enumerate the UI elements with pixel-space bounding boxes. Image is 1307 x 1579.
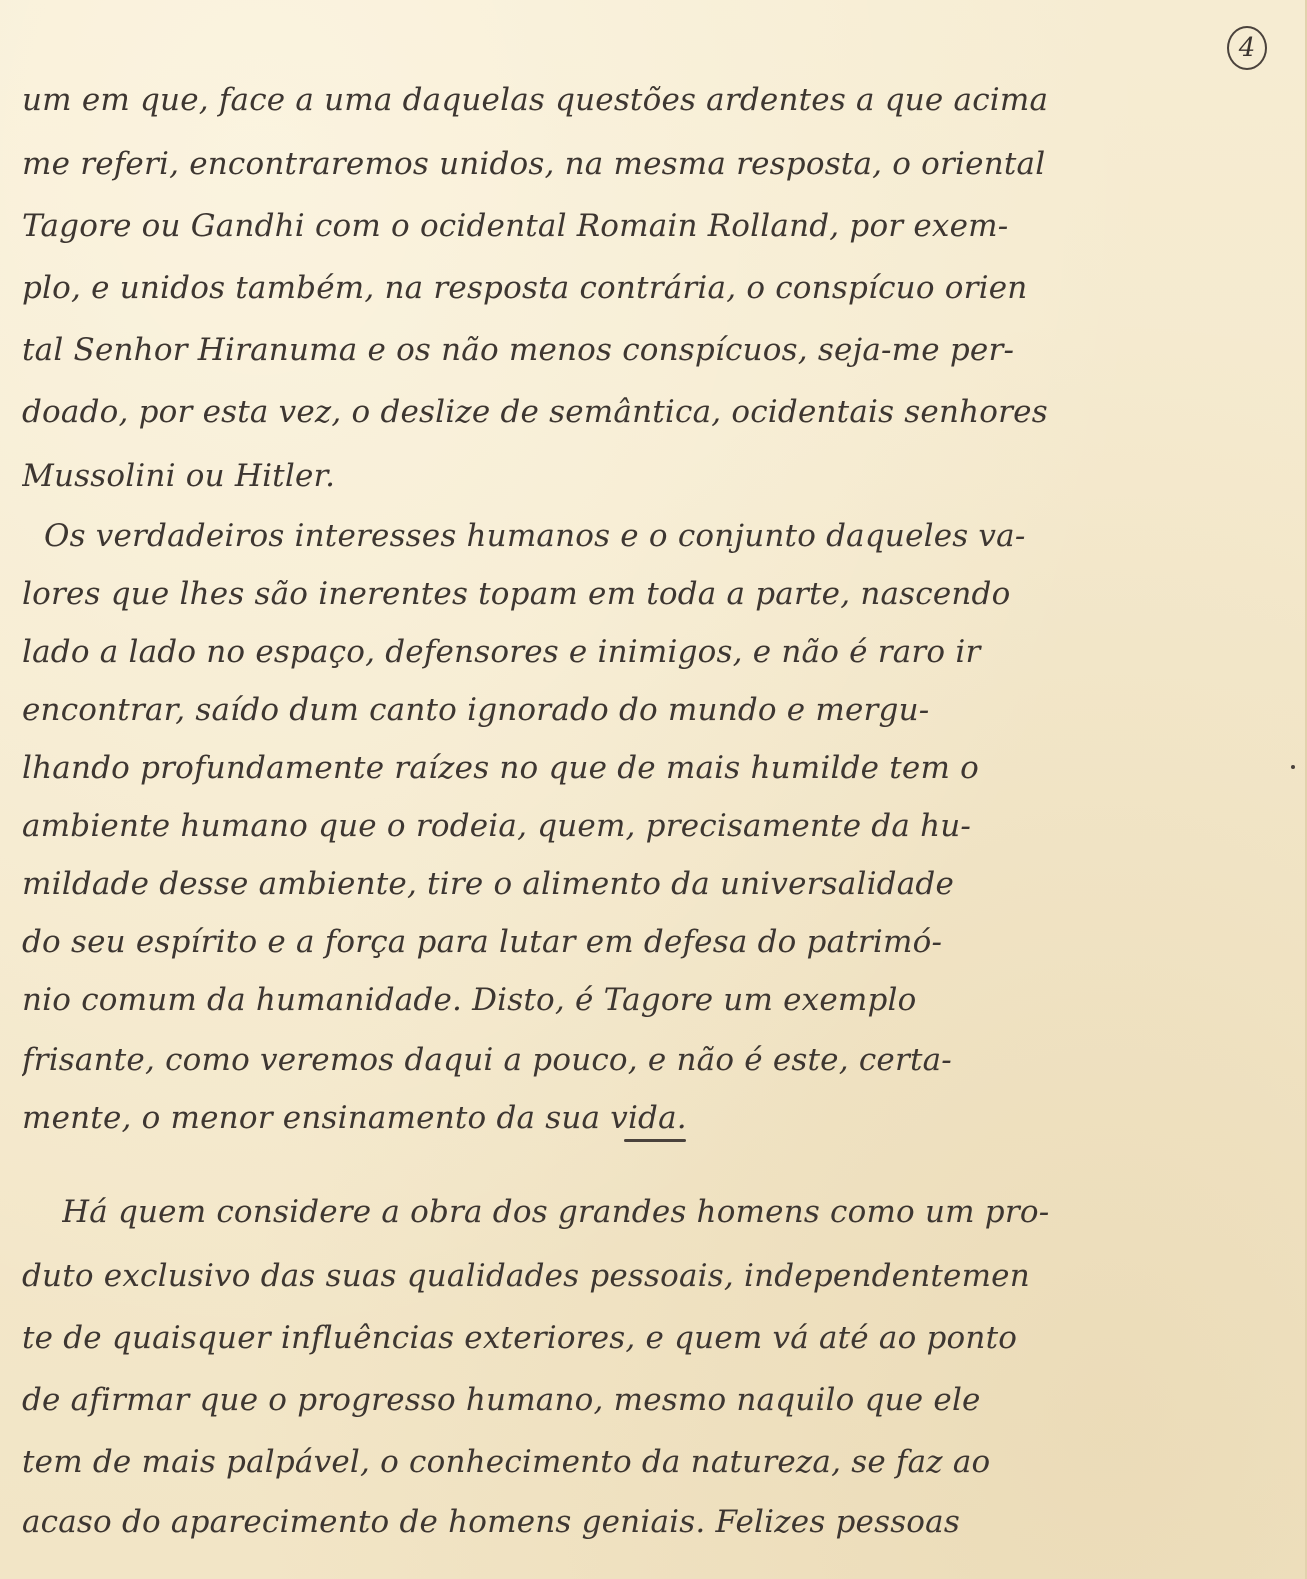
paragraph-start-line: Os verdadeiros interesses humanos e o conjunto daqueles va- (44, 518, 1026, 554)
text-line: nio comum da humanidade. Disto, é Tagore um exemplo (22, 982, 917, 1018)
section-divider (624, 1139, 686, 1142)
text-line: tem de mais palpável, o conhecimento da natureza, se faz ao (22, 1444, 991, 1480)
text-line: de afirmar que o progresso humano, mesmo naquilo que ele (22, 1382, 981, 1418)
text-line: duto exclusivo das suas qualidades pessoais, independentemen (22, 1258, 1030, 1294)
text-line: me referi, encontraremos unidos, na mesma resposta, o oriental (22, 146, 1046, 182)
text-line: doado, por esta vez, o deslize de semântica, ocidentais senhores (22, 394, 1048, 430)
text-line: frisante, como veremos daqui a pouco, e não é este, certa- (22, 1042, 952, 1078)
text-line: encontrar, saído dum canto ignorado do mundo e mergu- (22, 692, 930, 728)
text-line: Tagore ou Gandhi com o ocidental Romain Rolland, por exem- (22, 208, 1009, 244)
text-line: ambiente humano que o rodeia, quem, precisamente da hu- (22, 808, 972, 844)
page-number: 4 (1227, 26, 1267, 70)
paragraph-start-line: Há quem considere a obra dos grandes homens como um pro- (62, 1194, 1050, 1230)
text-line: Mussolini ou Hitler. (22, 458, 336, 494)
text-line: lado a lado no espaço, defensores e inimigos, e não é raro ir (22, 634, 981, 670)
text-line: lhando profundamente raízes no que de mais humilde tem o (22, 750, 979, 786)
text-line: mildade desse ambiente, tire o alimento da universalidade (22, 866, 954, 902)
text-line: plo, e unidos também, na resposta contrária, o conspícuo orien (22, 270, 1028, 306)
text-line: do seu espírito e a força para lutar em defesa do patrimó- (22, 924, 943, 960)
text-line: um em que, face a uma daquelas questões ardentes a que acima (22, 82, 1049, 118)
text-line: tal Senhor Hiranuma e os não menos conspícuos, seja-me per- (22, 332, 1015, 368)
ink-dot (1291, 765, 1295, 769)
text-line: te de quaisquer influências exteriores, e quem vá até ao ponto (22, 1320, 1018, 1356)
text-line: mente, o menor ensinamento da sua vida. (22, 1100, 687, 1136)
text-line: acaso do aparecimento de homens geniais. Felizes pessoas (22, 1504, 960, 1540)
text-line: lores que lhes são inerentes topam em toda a parte, nascendo (22, 576, 1011, 612)
